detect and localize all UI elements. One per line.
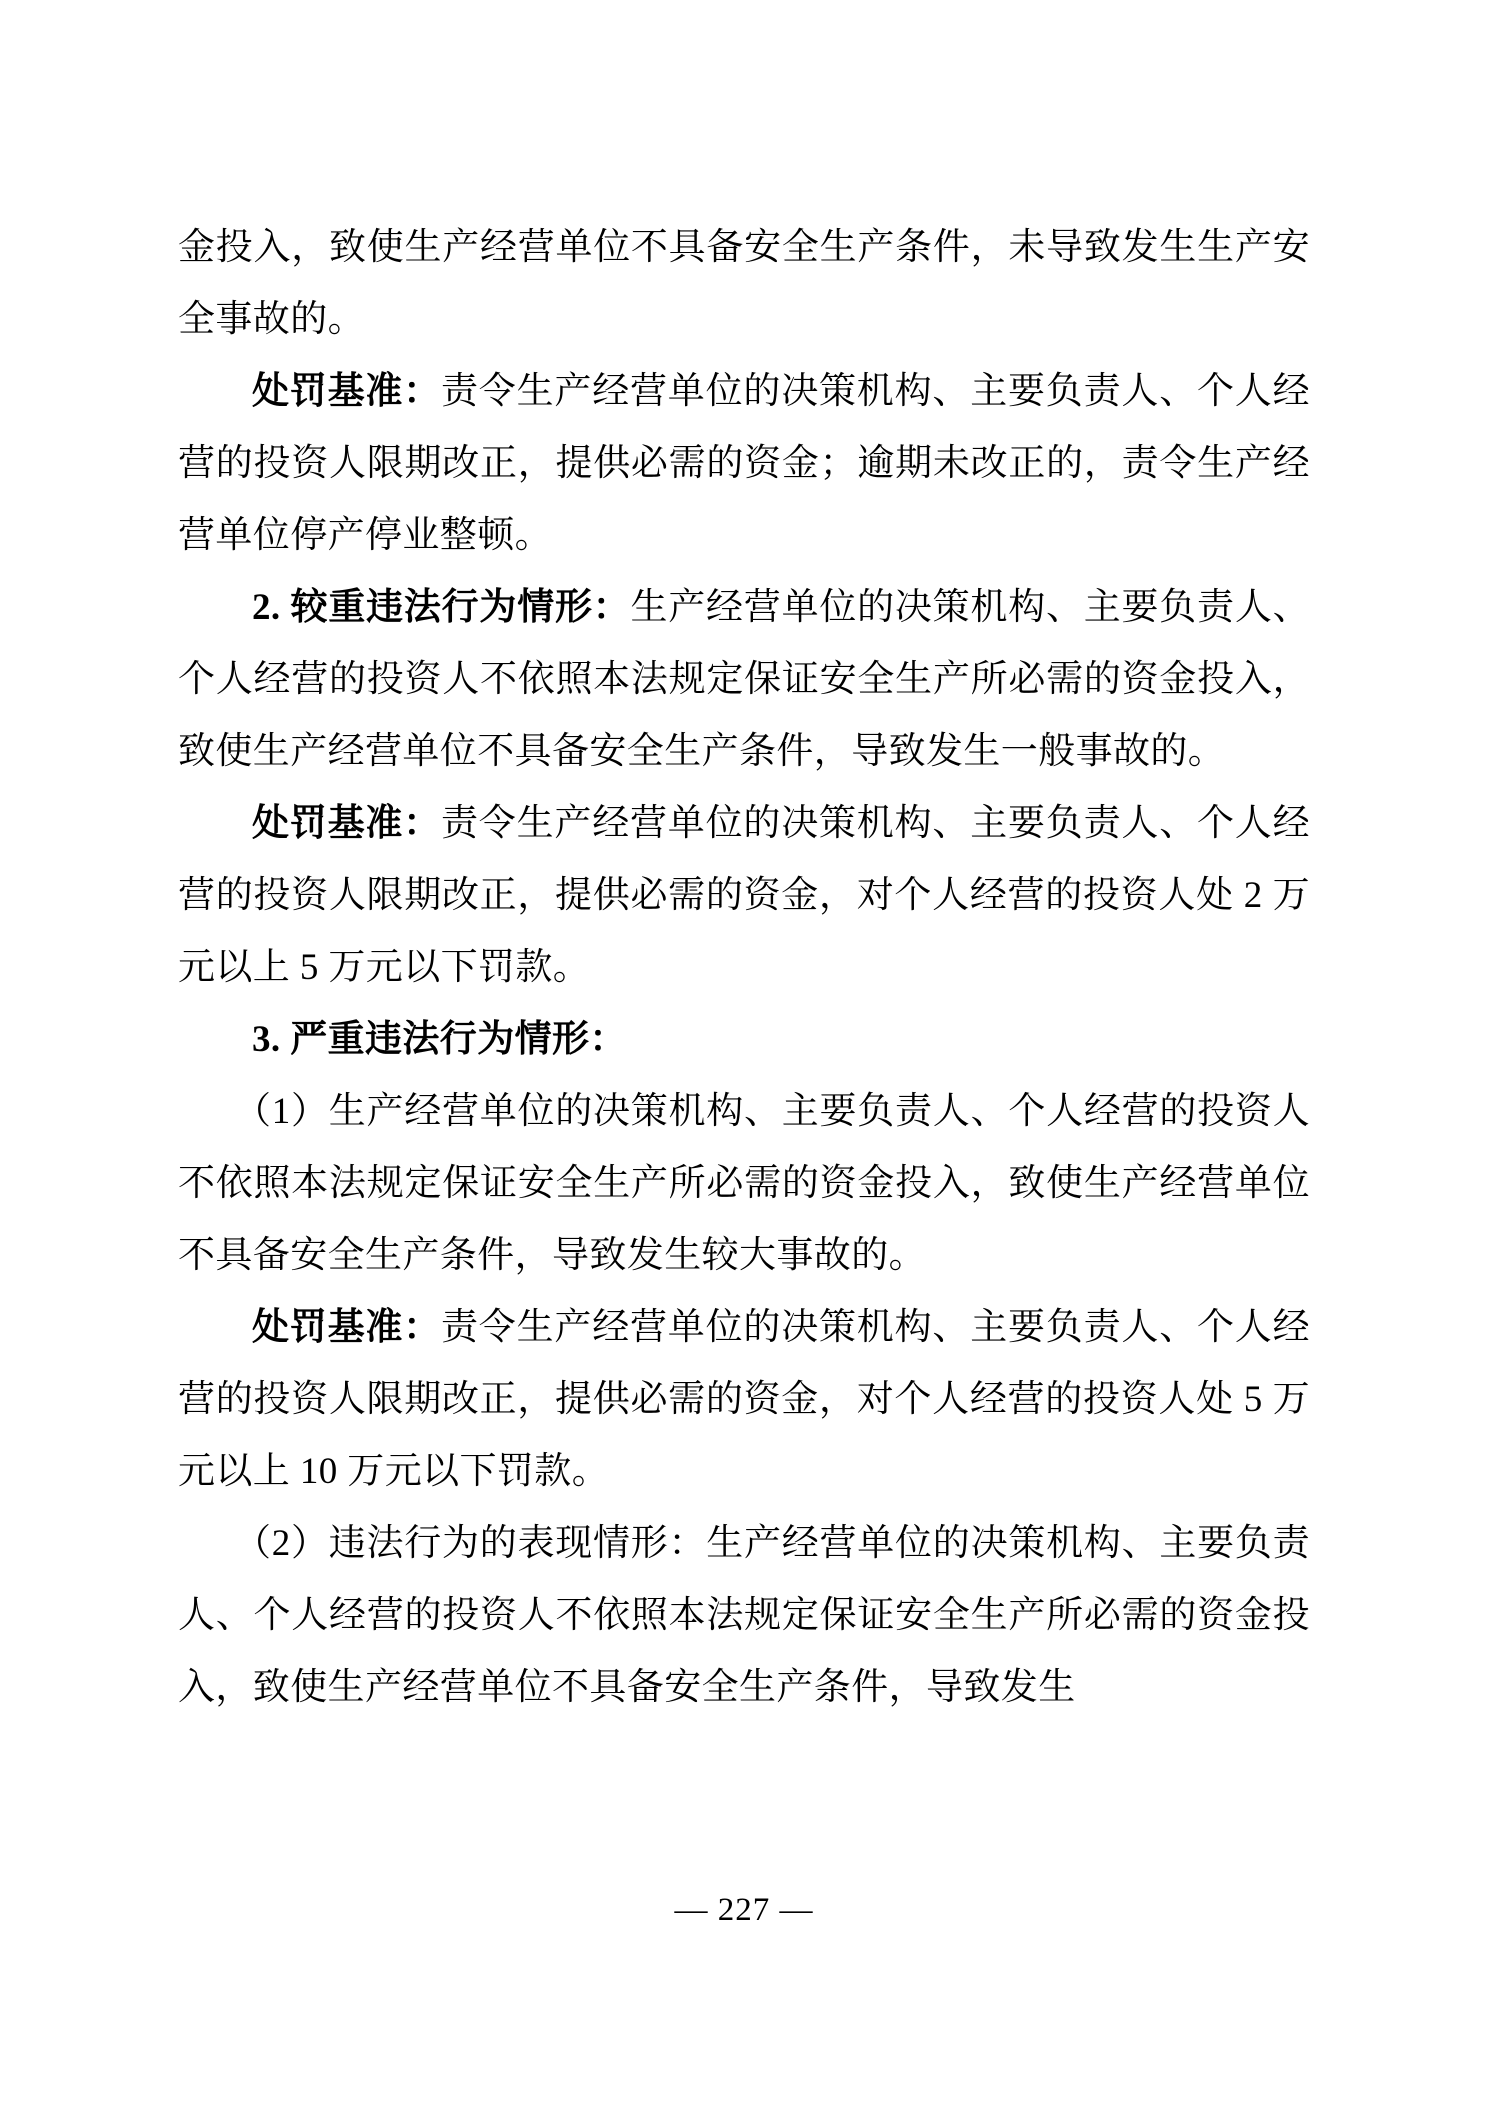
paragraph-text: （2）违法行为的表现情形：生产经营单位的决策机构、主要负责人、个人经营的投资人不依照本法规定保证安全生产所必需的资金投入，致使生产经营单位不具备安全生产条件，导致发生 [178, 1523, 1310, 1708]
paragraph-sub-1 [178, 1076, 1310, 1292]
penalty-basis-label: 处罚基准： [252, 1307, 441, 1348]
paragraph-text: 责令生产经营单位的决策机构、主要负责人、个人经营的投资人限期改正，提供必需的资金，对个人经营的投资人处 2 万元以上 5 万元以下罚款。 [178, 803, 1310, 988]
item-3-label: 3. 严重违法行为情形： [252, 1019, 627, 1060]
page-body [178, 212, 1310, 1724]
paragraph-item-2 [178, 572, 1310, 788]
page-number: — 227 — [674, 1892, 814, 1928]
paragraph-text: 金投入，致使生产经营单位不具备安全生产条件，未导致发生生产安全事故的。 [178, 227, 1310, 340]
paragraph-item-3 [178, 1004, 1310, 1076]
paragraph-text: 生产经营单位的决策机构、主要负责人、个人经营的投资人不依照本法规定保证安全生产所必需的资金投入，致使生产经营单位不具备安全生产条件，导致发生一般事故的。 [178, 587, 1310, 772]
penalty-basis-label: 处罚基准： [252, 803, 441, 844]
paragraph-penalty-basis-1 [178, 356, 1310, 572]
penalty-basis-label: 处罚基准： [252, 371, 441, 412]
paragraph-penalty-basis-2 [178, 788, 1310, 1004]
paragraph-text: 责令生产经营单位的决策机构、主要负责人、个人经营的投资人限期改正，提供必需的资金；逾期未改正的，责令生产经营单位停产停业整顿。 [178, 371, 1310, 556]
paragraph-penalty-basis-3 [178, 1292, 1310, 1508]
item-2-label: 2. 较重违法行为情形： [252, 587, 631, 628]
paragraph-sub-2 [178, 1508, 1310, 1724]
paragraph-continuation [178, 212, 1310, 356]
paragraph-text: （1）生产经营单位的决策机构、主要负责人、个人经营的投资人不依照本法规定保证安全生产所必需的资金投入，致使生产经营单位不具备安全生产条件，导致发生较大事故的。 [178, 1091, 1310, 1276]
paragraph-text: 责令生产经营单位的决策机构、主要负责人、个人经营的投资人限期改正，提供必需的资金，对个人经营的投资人处 5 万元以上 10 万元以下罚款。 [178, 1307, 1310, 1492]
